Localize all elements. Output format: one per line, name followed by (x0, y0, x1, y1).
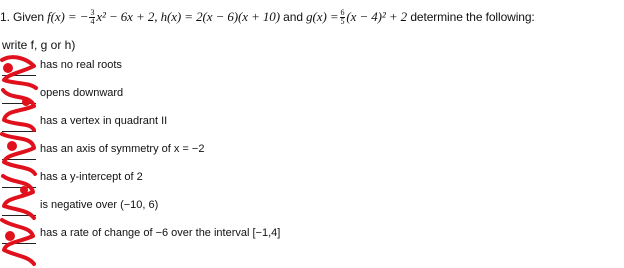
statement-2: opens downward (40, 87, 124, 99)
statement-3: has a vertex in quadrant II (40, 115, 168, 127)
g-definition-label: g(x) = (306, 9, 339, 24)
answer-blank-3[interactable] (2, 113, 36, 132)
answer-blank-6[interactable] (2, 197, 36, 216)
f-fraction-denominator: 4 (90, 17, 95, 27)
statement-7: has a rate of change of −6 over the interval [−1,4] (40, 227, 281, 239)
question-header (0, 6, 620, 30)
statement-4: has an axis of symmetry of x = −2 (40, 143, 205, 155)
list-item (0, 222, 420, 248)
list-item (0, 138, 420, 164)
and-word: and (283, 10, 303, 24)
question-tail: determine the following: (410, 10, 535, 24)
answer-blank-7[interactable] (2, 225, 36, 244)
g-fraction-numerator: 6 (340, 8, 345, 18)
answer-blank-2[interactable] (2, 85, 36, 104)
question-number: 1. (0, 10, 10, 24)
statement-5: has a y-intercept of 2 (40, 171, 143, 183)
g-definition-rest: (x − 4)² + 2 (346, 9, 408, 24)
f-coefficient-fraction (89, 9, 95, 26)
list-item (0, 194, 420, 220)
statement-1: has no real roots (40, 59, 122, 71)
f-definition-label: f(x) = − (47, 9, 89, 24)
answer-blank-1[interactable] (2, 57, 36, 76)
question-text (0, 9, 535, 26)
answer-list (0, 52, 281, 268)
list-item (0, 110, 420, 136)
f-fraction-numerator: 3 (90, 8, 95, 18)
question-lead: Given (13, 10, 44, 24)
answer-blank-4[interactable] (2, 141, 36, 160)
statement-6: is negative over (−10, 6) (40, 199, 159, 211)
answer-blank-5[interactable] (2, 169, 36, 188)
h-definition: h(x) = 2(x − 6)(x + 10) (160, 9, 280, 24)
list-item (0, 166, 420, 192)
list-item (0, 82, 420, 108)
instruction-text: write f, g or h) (2, 38, 76, 52)
list-item (0, 54, 420, 80)
g-coefficient-fraction (340, 9, 346, 26)
f-definition-rest: x² − 6x + 2, (96, 9, 158, 24)
g-fraction-denominator: 5 (340, 17, 345, 27)
